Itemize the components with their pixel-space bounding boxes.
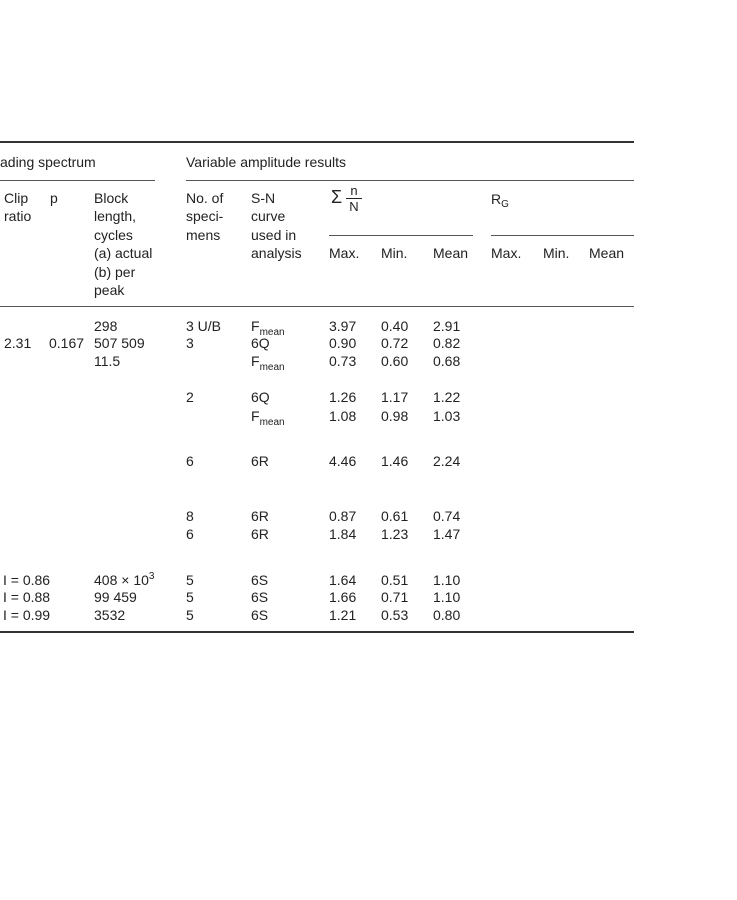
group-header-loading-spectrum: ading spectrum bbox=[0, 154, 96, 170]
col-header-rg: $R_G$ bbox=[491, 191, 509, 210]
col-header-p: p bbox=[50, 190, 58, 206]
col-header-sum-max: Max. bbox=[329, 245, 360, 261]
col-header-rg-mean: Mean bbox=[589, 245, 625, 261]
col-header-sum-min: Min. bbox=[381, 245, 408, 261]
rg-subheader-rule bbox=[491, 235, 634, 236]
header-bottom-rule bbox=[0, 306, 634, 307]
group-left-rule bbox=[0, 180, 155, 181]
group-right-rule bbox=[186, 180, 634, 181]
table-page: ading spectrum Variable amplitude results Clip ratio p Block length, cycles (a) actual (b) per peak No. of speci- mens S-N curve used in analysis Σ $\frac{n}{N}$ $R_G$ Max. Min. Mean Max. Min. Mean 298 3 U/B $F_{mean}$ 3.97 0.40 2.91 2.31 0.167 507 509 3 6Q 0.90 0.72 0.82 11.5 $F_{mean}$ 0.73 0.60 0.68 2 6Q 1.26 1.17 1.22 $F_{mean}$ 1.08 0.98 1.03 6 6R 4.46 1.46 2.24 8 6R 0.87 0.61 0.74 6 6R 1.84 1.23 1.47 I = 0.86 $408 \times 10^3$ 5 6S 1.64 0.51 1.10 I = 0.88 99 459 5 6S 1.66 0.71 1.10 I = 0.99 3532 5 6S 1.21 0.53 0.80 bbox=[0, 0, 737, 900]
col-header-rg-min: Min. bbox=[543, 245, 570, 261]
group-header-variable-amplitude: Variable amplitude results bbox=[186, 154, 347, 170]
sum-subheader-rule bbox=[329, 235, 473, 236]
col-header-rg-max: Max. bbox=[491, 245, 522, 261]
col-header-sum-mean: Mean bbox=[433, 245, 469, 261]
fraction-n-over-N: $\frac{n}{N}$ bbox=[346, 183, 362, 214]
table-top-rule bbox=[0, 141, 634, 143]
sigma-symbol: Σ bbox=[331, 187, 343, 207]
table-bottom-rule bbox=[0, 631, 634, 633]
